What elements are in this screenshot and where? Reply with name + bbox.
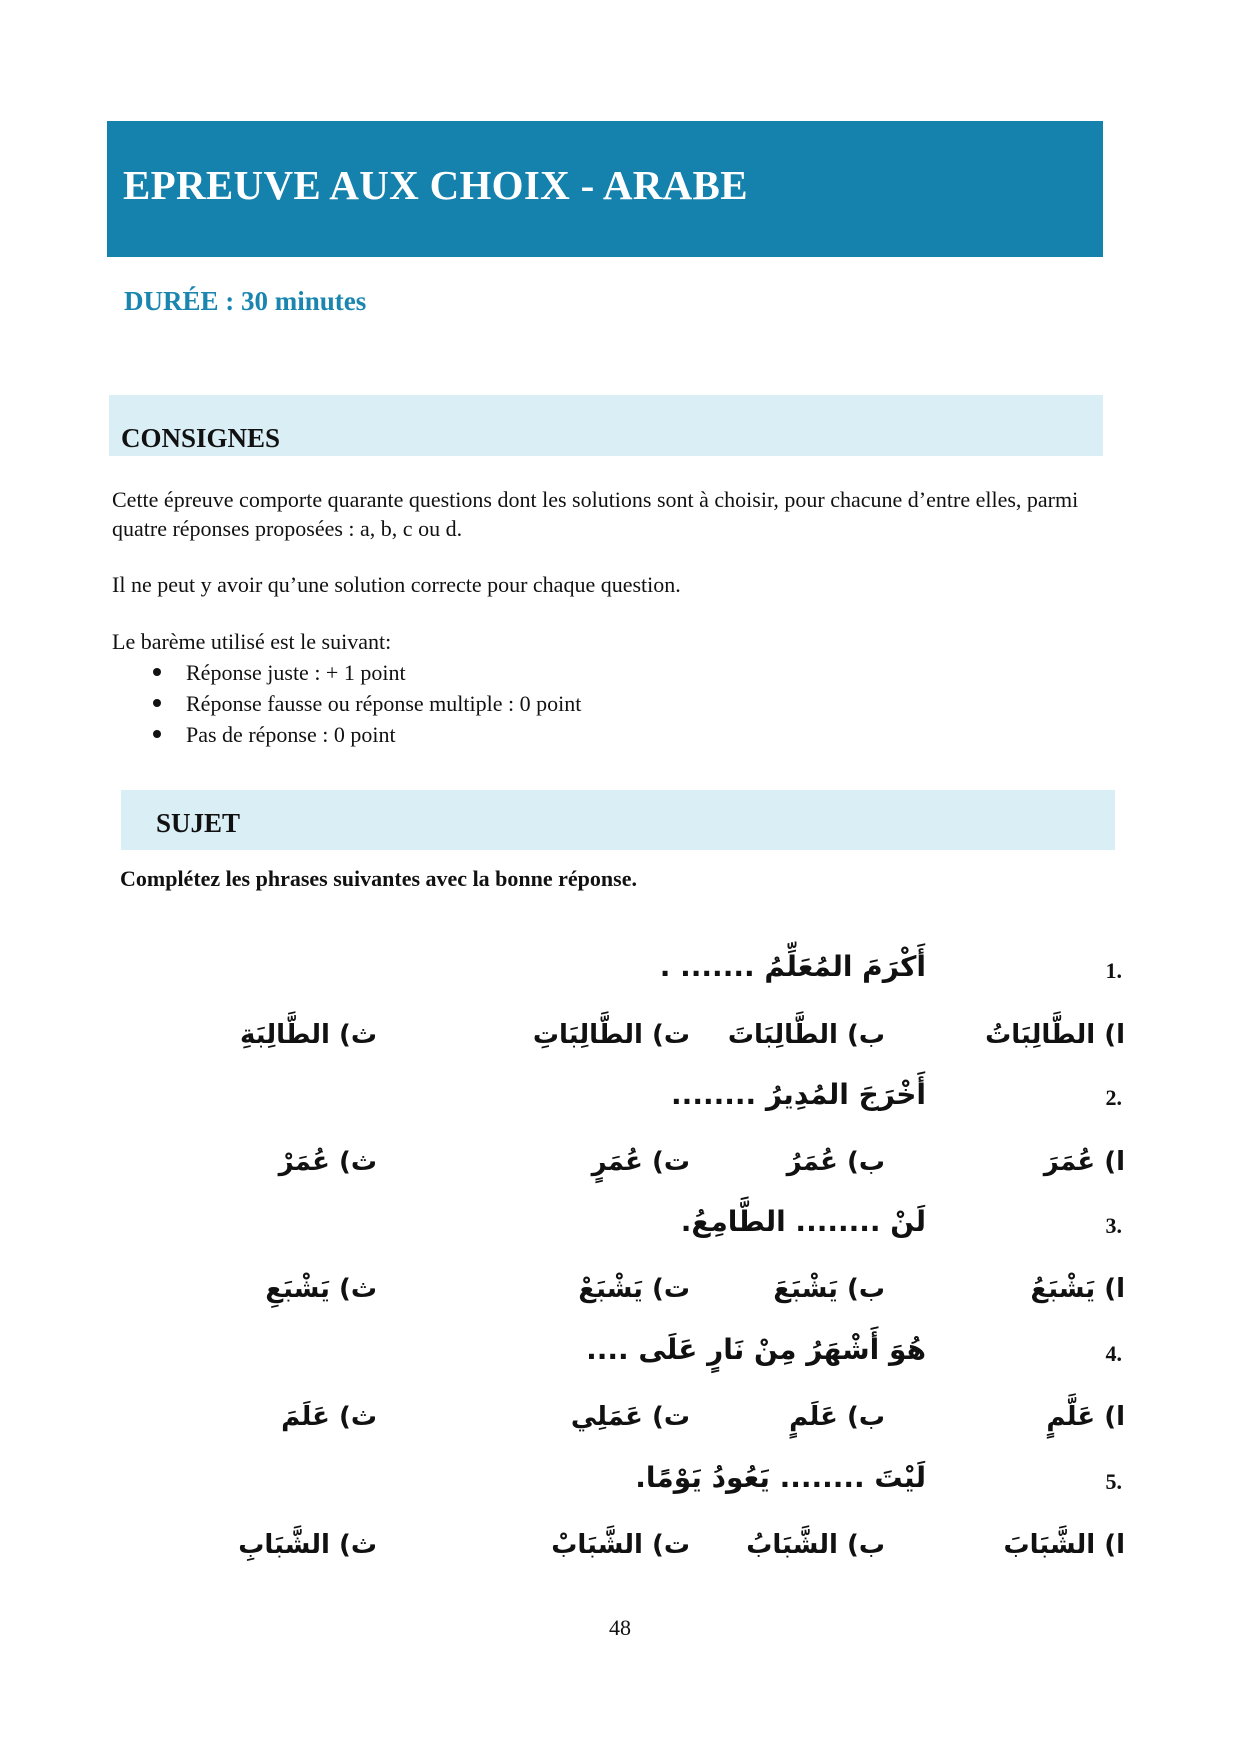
option-b[interactable]: ب) الشَّبَابُ xyxy=(746,1530,885,1560)
option-d[interactable]: ث) الطَّالِبَةِ xyxy=(240,1020,377,1050)
option-b[interactable]: ب) يَشْبَعَ xyxy=(773,1274,885,1304)
option-a[interactable]: ا) عَلَّمٍ xyxy=(1046,1402,1125,1432)
option-c[interactable]: ت) الطَّالِبَاتِ xyxy=(532,1020,690,1050)
bullet-icon xyxy=(153,668,161,676)
option-c[interactable]: ت) يَشْبَعْ xyxy=(578,1274,690,1304)
sujet-heading: SUJET xyxy=(156,808,241,838)
question-text: هُوَ أَشْهَرُ مِنْ نَارٍ عَلَى .... xyxy=(586,1333,926,1366)
option-b[interactable]: ب) الطَّالِبَاتَ xyxy=(727,1020,885,1050)
option-a[interactable]: ا) عُمَرَ xyxy=(1043,1147,1125,1177)
option-c[interactable]: ت) الشَّبَابْ xyxy=(551,1530,690,1560)
question-text: أَكْرَمَ المُعَلِّمُ ....... . xyxy=(659,950,926,983)
option-c[interactable]: ت) عَمَلِي xyxy=(570,1402,690,1432)
option-d[interactable]: ث) عَلَمَ xyxy=(281,1402,377,1432)
question-number: 2. xyxy=(1105,1085,1122,1110)
question-number: 3. xyxy=(1105,1213,1122,1238)
question-number: 1. xyxy=(1105,958,1122,983)
consignes-heading: CONSIGNES xyxy=(121,423,281,453)
scale-item-label: Réponse juste : + 1 point xyxy=(186,660,406,685)
question-text: لَيْتَ ........ يَعُودُ يَوْمًا. xyxy=(635,1461,926,1494)
consignes-section-header xyxy=(109,395,1103,456)
scale-item-label: Pas de réponse : 0 point xyxy=(186,722,396,747)
option-a[interactable]: ا) الطَّالِبَاتُ xyxy=(985,1020,1125,1050)
option-b[interactable]: ب) عَلَمٍ xyxy=(789,1402,885,1432)
scale-item xyxy=(150,657,581,688)
option-d[interactable]: ث) عُمَرْ xyxy=(278,1147,377,1177)
scale-item xyxy=(150,719,581,750)
bullet-icon xyxy=(153,730,161,738)
page-number: 48 xyxy=(609,1615,631,1640)
option-b[interactable]: ب) عُمَرُ xyxy=(786,1147,885,1177)
consignes-paragraph-2: Il ne peut y avoir qu’une solution correcte pour chaque question. xyxy=(112,572,681,597)
scale-item xyxy=(150,688,581,719)
question-number: 5. xyxy=(1105,1469,1122,1494)
scale-item-label: Réponse fausse ou réponse multiple : 0 point xyxy=(186,691,582,716)
title-banner xyxy=(107,121,1103,257)
sujet-section-header xyxy=(121,790,1115,850)
option-a[interactable]: ا) يَشْبَعُ xyxy=(1030,1274,1125,1304)
question-text: لَنْ ........ الطَّامِعُ. xyxy=(680,1205,926,1238)
scale-intro: Le barème utilisé est le suivant: xyxy=(112,629,392,654)
page-title: EPREUVE AUX CHOIX - ARABE xyxy=(123,162,748,208)
option-c[interactable]: ت) عُمَرٍ xyxy=(591,1147,690,1177)
duration-label: DURÉE : 30 minutes xyxy=(124,286,367,316)
option-d[interactable]: ث) يَشْبَعِ xyxy=(265,1274,377,1304)
bullet-icon xyxy=(153,699,161,707)
consignes-paragraph-1: Cette épreuve comporte quarante questions dont les solutions sont à choisir, pour chacune d’entre elles, parmi quatre réponses proposées : a, b, c ou d. xyxy=(112,487,1079,541)
scale-list xyxy=(150,657,581,750)
option-d[interactable]: ث) الشَّبَابِ xyxy=(238,1530,377,1560)
question-text: أَخْرَجَ المُدِيرُ ........ xyxy=(671,1078,926,1111)
sujet-instruction: Complétez les phrases suivantes avec la bonne réponse. xyxy=(120,866,637,891)
option-a[interactable]: ا) الشَّبَابَ xyxy=(1003,1530,1125,1560)
question-number: 4. xyxy=(1105,1341,1122,1366)
